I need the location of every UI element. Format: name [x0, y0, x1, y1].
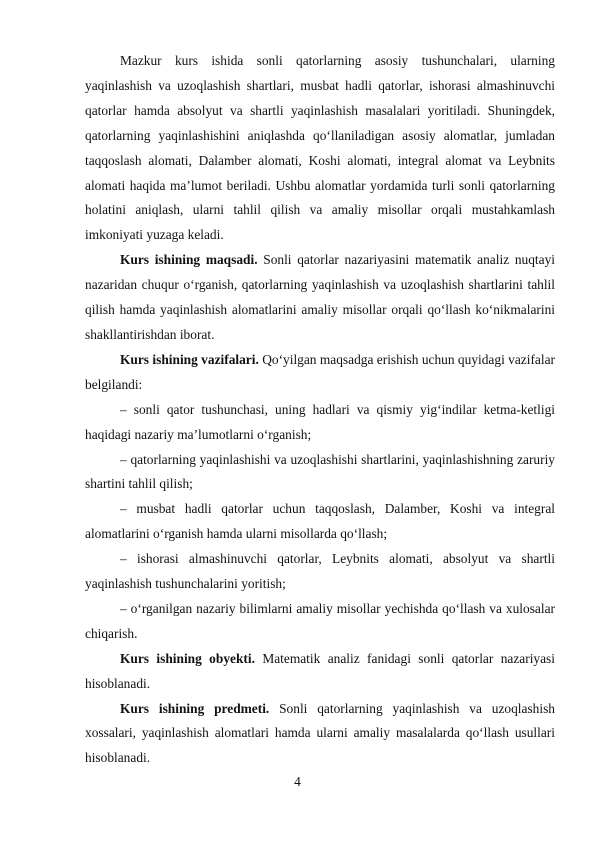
- paragraph-text: Mazkur kurs ishida sonli qatorlarning asosiy tushunchalari, ularning yaqinlashish va uzoqlashish shartlari, musbat hadli qatorlar, ishorasi almashinuvchi qatorlar hamda absolyut va shartli yaqinlashish masalalari yoritiladi. Shuningdek, qatorlarning yaqinlashishini aniqlashda qo‘llaniladigan asosiy alomatlar, jumladan taqqoslash alomati, Dalamber alomati, Koshi alomati, integral alomat va Leybnits alomati haqida ma’lumot beriladi. Ushbu alomatlar yordamida turli sonli qatorlarning holatini aniqlash, ularni tahlil qilish va amaliy misollar orqali mustahkamlash imkoniyati yuzaga keladi.: [85, 53, 555, 243]
- subject-heading: Kurs ishining predmeti.: [120, 700, 270, 716]
- intro-paragraph: [85, 49, 555, 248]
- task-item-text: – qatorlarning yaqinlashishi va uzoqlashishi shartlarini, yaqinlashishning zaruriy shartini tahlil qilish;: [85, 451, 555, 492]
- document-page: [85, 49, 555, 771]
- task-item: [85, 547, 555, 597]
- subject-paragraph: [85, 697, 555, 772]
- paragraph-text: Sonli qatorlar nazariyasini matematik analiz nuqtayi nazaridan chuqur o‘rganish, qatorlarning yaqinlashish va uzoqlashish shartlarini tahlil qilish hamda yaqinlashish alomatlarini amaliy misollar orqali qo‘llash ko‘nikmalarini shakllantirishdan iborat.: [85, 252, 555, 342]
- task-item-text: – o‘rganilgan nazariy bilimlarni amaliy misollar yechishda qo‘llash va xulosalar chiqarish.: [85, 600, 555, 641]
- paragraph-text: Matematik analiz fanidagi sonli qatorlar nazariyasi hisoblanadi.: [85, 650, 555, 691]
- goal-heading: Kurs ishining maqsadi.: [120, 252, 258, 268]
- task-item: [85, 597, 555, 647]
- goal-paragraph: [85, 248, 555, 348]
- task-item: [85, 448, 555, 498]
- task-item-text: – musbat hadli qatorlar uchun taqqoslash, Dalamber, Koshi va integral alomatlarini o‘rganish hamda ularni misollarda qo‘llash;: [85, 501, 555, 542]
- tasks-heading: Kurs ishining vazifalari.: [120, 351, 259, 367]
- task-item: [85, 497, 555, 547]
- object-heading: Kurs ishining obyekti.: [120, 650, 255, 666]
- task-item-text: – sonli qator tushunchasi, uning hadlari va qismiy yig‘indilar ketma-ketligi haqidagi nazariy ma’lumotlarni o‘rganish;: [85, 401, 555, 442]
- page-number: 4: [294, 774, 301, 789]
- tasks-paragraph: [85, 348, 555, 398]
- object-paragraph: [85, 647, 555, 697]
- paragraph-text: Sonli qatorlarning yaqinlashish va uzoqlashish xossalari, yaqinlashish alomatlari hamda ularni amaliy masalalarda qo‘llash usullari hisoblanadi.: [85, 700, 555, 766]
- task-item-text: – ishorasi almashinuvchi qatorlar, Leybnits alomati, absolyut va shartli yaqinlashish tushunchalarini yoritish;: [85, 551, 555, 592]
- paragraph-text: Qo‘yilgan maqsadga erishish uchun quyidagi vazifalar belgilandi:: [85, 351, 555, 392]
- task-item: [85, 398, 555, 448]
